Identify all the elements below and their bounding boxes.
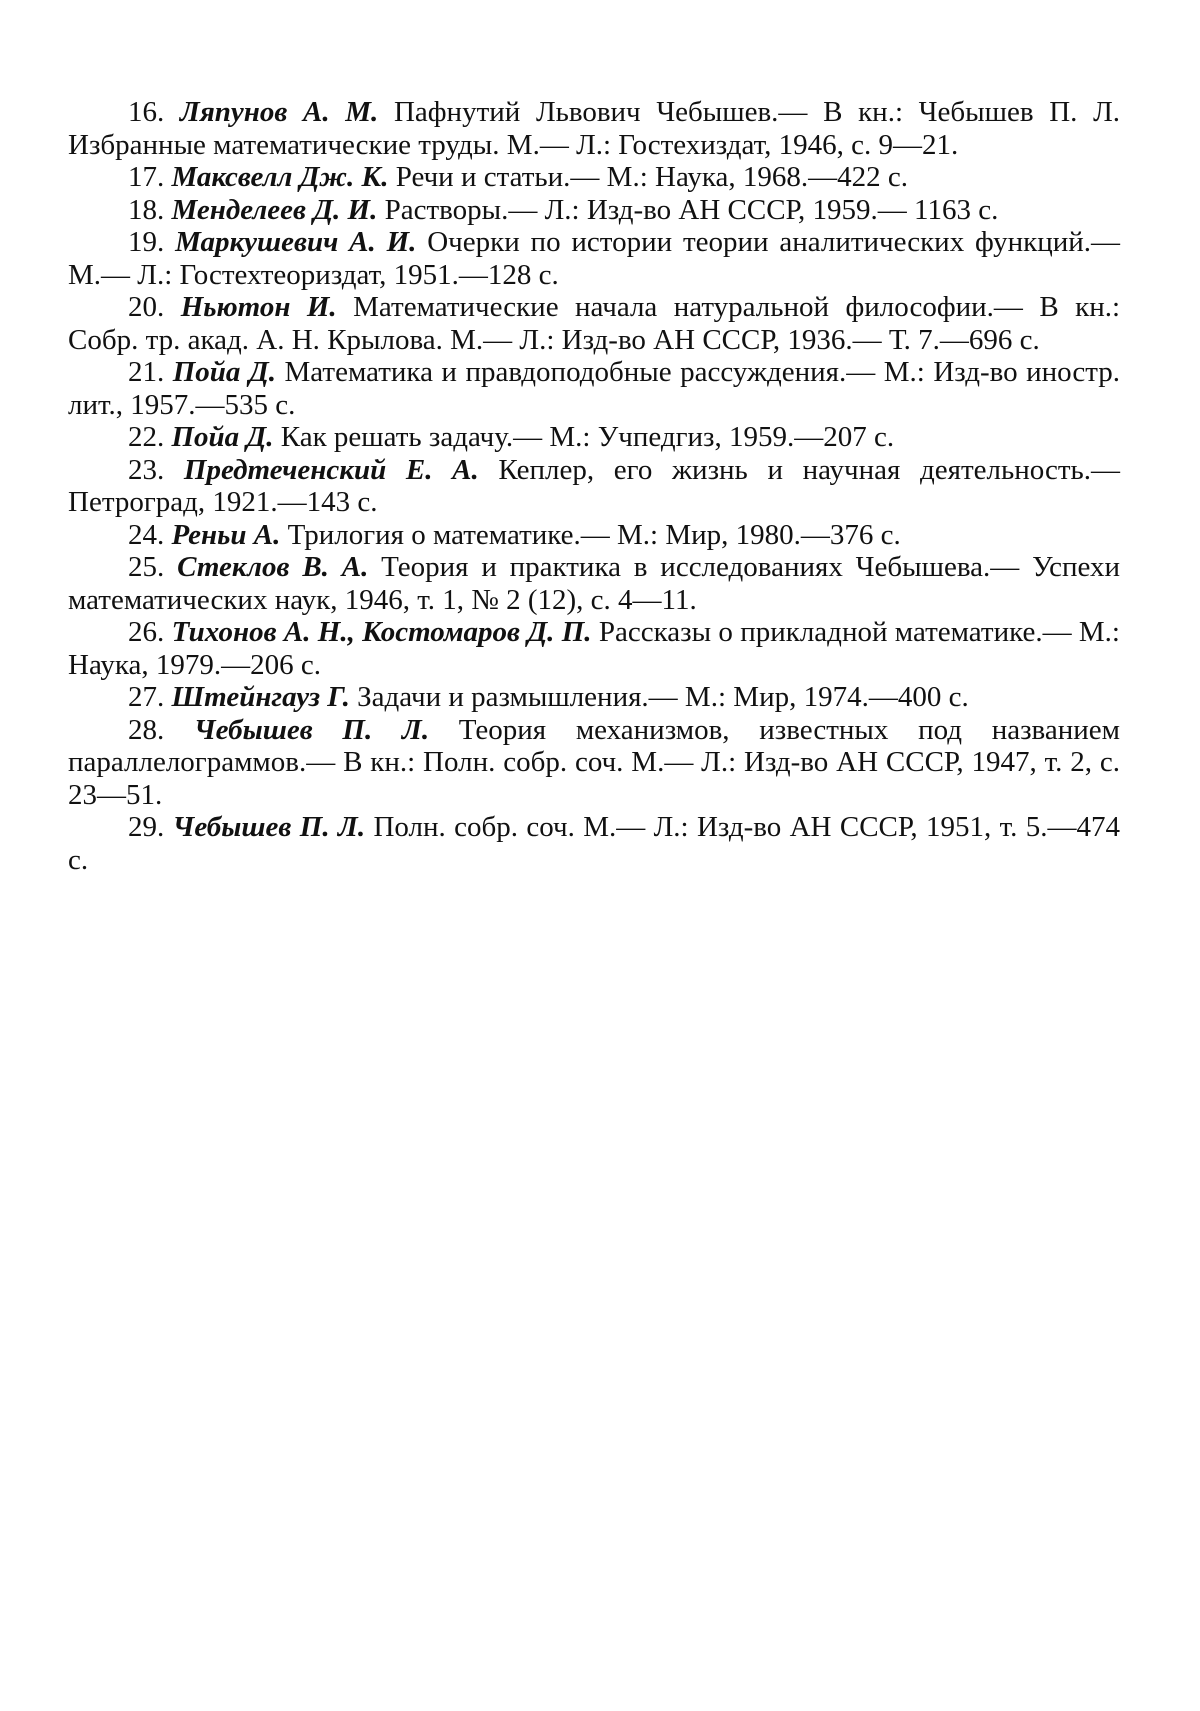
reference-entry	[68, 681, 1120, 714]
reference-entry	[68, 616, 1120, 681]
reference-text: Очерки по истории теории аналитических функций.— М.— Л.: Гостехтеориздат, 1951.—128 с.	[68, 226, 1121, 291]
reference-author: Реньи А.	[171, 518, 281, 551]
reference-number: 25.	[128, 551, 165, 583]
reference-entry	[68, 291, 1120, 356]
reference-entry	[68, 519, 1120, 552]
reference-text: Как решать задачу.— М.: Учпедгиз, 1959.—207 с.	[280, 421, 895, 453]
reference-number: 26.	[128, 616, 165, 648]
reference-number: 23.	[128, 453, 165, 486]
reference-text: Пафнутий Львович Чебышев.— В кн.: Чебышев П. Л. Избранные математические труды. М.— Л.: Гостехиздат, 1946, с. 9—21.	[68, 96, 1120, 161]
reference-author: Ляпунов А. М.	[179, 96, 379, 128]
reference-number: 19.	[128, 226, 165, 258]
reference-text: Речи и статьи.— М.: Наука, 1968.—422 с.	[395, 161, 908, 193]
reference-text: Математические начала натуральной философии.— В кн.: Собр. тр. акад. А. Н. Крылова. М.— Л.: Изд-во АН СССР, 1936.— Т. 7.—696 с.	[68, 291, 1121, 356]
reference-author: Пойа Д.	[171, 421, 274, 453]
reference-text: Рассказы о прикладной математике.— М.: Наука, 1979.—206 с.	[68, 616, 1120, 681]
reference-author: Предтеченский Е. А.	[183, 453, 479, 486]
reference-number: 22.	[128, 421, 165, 453]
reference-author: Штейнгауз Г.	[171, 681, 350, 713]
reference-entry	[68, 161, 1120, 194]
reference-author: Чебышев П. Л.	[193, 713, 430, 746]
bibliography-page	[68, 96, 1120, 876]
reference-number: 17.	[128, 161, 165, 193]
reference-text: Теория и практика в исследованиях Чебышева.— Успехи математических наук, 1946, т. 1, № 2 (12), с. 4—11.	[68, 551, 1121, 616]
reference-author: Менделеев Д. И.	[171, 193, 378, 226]
reference-entry	[68, 356, 1120, 421]
reference-author: Чебышев П. Л.	[172, 811, 366, 843]
reference-author: Тихонов А. Н., Костомаров Д. П.	[171, 616, 592, 648]
reference-number: 20.	[128, 291, 165, 323]
reference-entry	[68, 226, 1120, 291]
reference-number: 29.	[128, 811, 165, 843]
reference-author: Ньютон И.	[180, 291, 337, 323]
reference-text: Трилогия о математике.— М.: Мир, 1980.—376 с.	[287, 518, 901, 551]
reference-text: Растворы.— Л.: Изд-во АН СССР, 1959.— 1163 с.	[384, 193, 999, 226]
reference-entry	[68, 421, 1120, 454]
reference-entry	[68, 96, 1120, 161]
reference-number: 27.	[128, 681, 165, 713]
reference-number: 21.	[128, 356, 165, 388]
reference-author: Пойа Д.	[172, 356, 276, 388]
reference-author: Стеклов В. А.	[177, 551, 369, 583]
reference-text: Кеплер, его жизнь и научная деятельность.— Петроград, 1921.—143 с.	[68, 453, 1121, 518]
reference-number: 28.	[128, 713, 165, 746]
reference-number: 16.	[128, 96, 165, 128]
reference-text: Задачи и размышления.— М.: Мир, 1974.—400 с.	[357, 681, 969, 713]
reference-entry	[68, 454, 1120, 519]
reference-author: Максвелл Дж. К.	[171, 161, 389, 193]
reference-author: Маркушевич А. И.	[175, 226, 417, 258]
reference-number: 24.	[128, 518, 165, 551]
reference-entry	[68, 551, 1120, 616]
reference-number: 18.	[128, 193, 165, 226]
reference-text: Полн. собр. соч. М.— Л.: Изд-во АН СССР, 1951, т. 5.—474 с.	[68, 811, 1121, 876]
reference-entry	[68, 714, 1120, 812]
reference-text: Математика и правдоподобные рассуждения.— М.: Изд-во иностр. лит., 1957.—535 с.	[68, 356, 1121, 421]
reference-text: Теория механизмов, известных под названием параллелограммов.— В кн.: Полн. собр. соч. М.— Л.: Изд-во АН СССР, 1947, т. 2, с. 23—51.	[68, 713, 1121, 811]
reference-entry	[68, 194, 1120, 227]
reference-entry	[68, 811, 1120, 876]
